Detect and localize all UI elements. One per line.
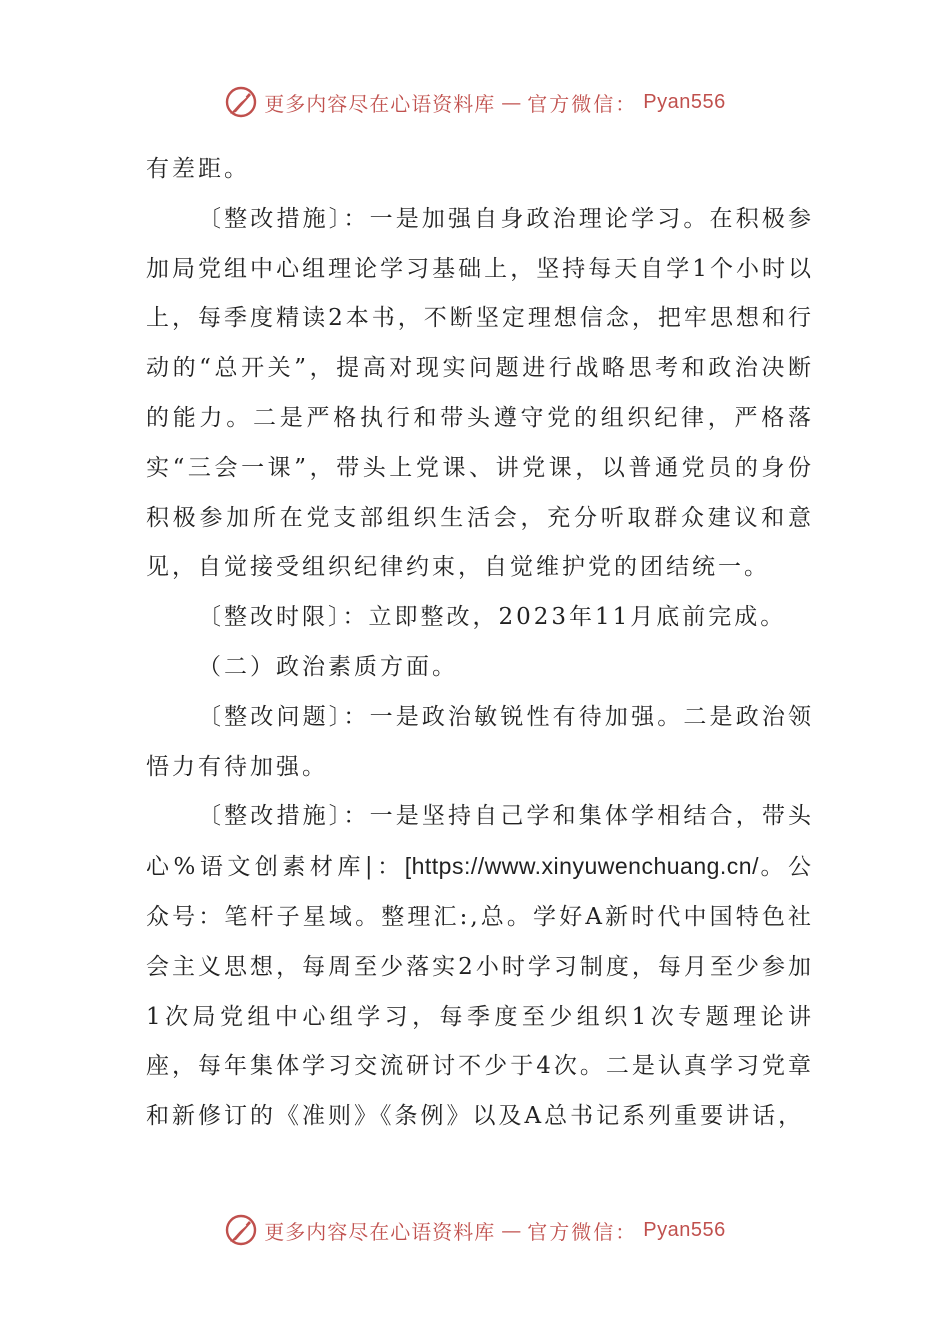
paragraph: （二）政治素质方面。 <box>198 653 458 680</box>
document-body <box>146 145 814 1142</box>
header-banner-text: 更多内容尽在心语资料库 <box>264 91 496 116</box>
paragraph-text: 〔整改措施〕：一是坚持自己学和集体学相结合，带头心%语文创素材库|： <box>146 803 814 881</box>
quill-pen-circle-icon <box>224 85 258 119</box>
quill-pen-circle-icon <box>224 1213 258 1247</box>
paragraph: 有差距。 <box>146 156 250 182</box>
footer-banner-wechat-id: Pyan556 <box>643 1218 726 1241</box>
paragraph: 〔整改时限〕：立即整改，2023年11月底前完成。 <box>198 604 787 631</box>
paragraph-text: 。公众号：笔杆子星域。整理汇:,总。学好A新时代中国特色社会主义思想，每周至少落实2小时学习制度，每月至少参加1次局党组中心组学习，每季度至少组织1次专题理论讲座，每年集体学习交流研讨不少于4次。二是认真学习党章和新修订的《准则》《条例》以及A总书记系列重要讲话， <box>146 854 814 1130</box>
paragraph: 〔整改措施〕：一是加强自身政治理论学习。在积极参加局党组中心组理论学习基础上，坚持每天自学1个小时以上，每季度精读2本书，不断坚定理想信念，把牢思想和行动的“总开关”，提高对现实问题进行战略思考和政治决断的能力。二是严格执行和带头遵守党的组织纪律，严格落实“三会一课”，带头上党课、讲党课，以普通党员的身份积极参加所在党支部组织生活会，充分听取群众建议和意见，自觉接受组织纪律约束，自觉维护党的团结统一。 <box>146 205 814 581</box>
paragraph: 〔整改问题〕：一是政治敏锐性有待加强。二是政治领悟力有待加强。 <box>146 703 814 780</box>
header-banner <box>0 80 950 124</box>
paragraph <box>146 792 814 1142</box>
footer-banner <box>0 1208 950 1252</box>
footer-banner-text: 更多内容尽在心语资料库 <box>264 1219 496 1244</box>
header-banner-wechat-id: Pyan556 <box>643 90 726 113</box>
header-banner-separator: — <box>501 90 522 114</box>
header-banner-contact: 官方微信： <box>527 91 638 116</box>
website-link[interactable]: [https://www.xinyuwenchuang.cn/ <box>404 853 759 880</box>
footer-banner-contact: 官方微信： <box>527 1219 638 1244</box>
footer-banner-separator: — <box>501 1218 522 1242</box>
